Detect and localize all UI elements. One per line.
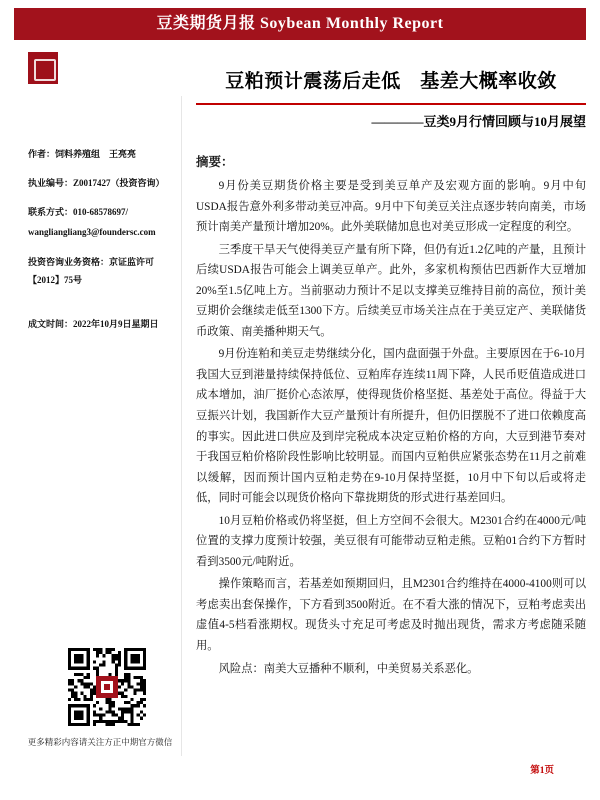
title-red-rule — [196, 103, 586, 105]
qualification-number-line: 【2012】75号 — [28, 274, 83, 285]
report-subtitle: ————豆类9月行情回顾与10月展望 — [371, 114, 586, 129]
qr-code-image — [68, 648, 146, 726]
summary-label: 摘要： — [196, 155, 234, 169]
banner-title: 豆类期货月报 Soybean Monthly Report — [156, 15, 444, 32]
summary-paragraph: 风险点：南美大豆播种不顺利，中美贸易关系恶化。 — [218, 662, 479, 675]
qr-code — [68, 648, 146, 726]
qualification-line: 投资咨询业务资格：京证监许可 — [28, 256, 155, 267]
summary-paragraph: 10月豆粕价格或仍将坚挺，但上方空间不会很大。M2301合约在4000元/吨位置的支撑力度预计较强，美豆很有可能带动豆粕走熊。豆粕01合约下方暂时看到3500元/吨附近。 — [196, 514, 586, 568]
column-divider — [181, 96, 182, 756]
summary-paragraph: 9月份美豆期货价格主要是受到美豆单产及宏观方面的影响。9月中旬USDA报告意外利多带动美豆冲高。9月中下旬美豆关注点逐步转向南美，市场预计南美产量预计增加20%。此外美联储加息也对美豆形成一定程度的利空。 — [196, 180, 586, 234]
license-line: 执业编号：Z0017427（投资咨询） — [28, 178, 165, 189]
qr-caption: 更多精彩内容请关注方正中期官方微信 — [27, 737, 173, 747]
report-date-line: 成文时间：2022年10月9日星期日 — [28, 318, 159, 329]
contact-line: 联系方式：010-68578697/ — [28, 207, 128, 218]
summary-paragraph: 9月份连粕和美豆走势继续分化，国内盘面强于外盘。主要原因在于6-10月我国大豆到港量持续保持低位、豆粕库存连续11周下降，人民币贬值造成进口成本增加，油厂挺价心态浓厚，使得现货价格坚挺、基差处于高位。得益于大豆振兴计划，我国新作大豆产量预计有所提升，但仍旧摆脱不了进口依赖度高的事实。因此进口供应及到岸完税成本决定豆粕价格的方向，大豆到港节奏对于我国豆粕价格阶段性影响比较明显。而国内豆粕供应紧张态势在11月之前难以缓解，因而预计国内豆粕走势在9-10月保持坚挺，10月中下旬以后或将走低，同时可能会以现货价格向下靠拢期货的形式进行基差回归。 — [196, 348, 586, 505]
report-title: 豆粕预计震荡后走低 基差大概率收敛 — [225, 71, 557, 92]
company-logo-mark — [34, 59, 56, 81]
report-banner — [14, 8, 586, 40]
author-info-sidebar — [28, 148, 174, 347]
summary-paragraphs — [196, 176, 586, 679]
summary-paragraph: 三季度干旱天气使得美豆产量有所下降，但仍有近1.2亿吨的产量，且预计后续USDA报告可能会上调美豆单产。此外，多家机构预估巴西新作大豆增加20%至1.5亿吨上方。当前驱动力预计不足以支撑美豆维持目前的高位，预计美豆期价会继续走低至1300下方。后续美豆市场关注点在于美豆定产、美联储货币政策、南美播种期天气。 — [196, 243, 586, 338]
email-line: wangliangliang3@foundersc.com — [28, 227, 156, 238]
company-logo — [28, 52, 58, 84]
author-line: 作者：饲料养殖组 王亮亮 — [28, 149, 137, 159]
page-number: 第1页 — [530, 766, 554, 776]
summary-paragraph: 操作策略而言，若基差如预期回归，且M2301合约维持在4000-4100则可以考虑卖出套保操作，下方看到3500附近。在不看大涨的情况下，豆粕考虑卖出虚值4-5档看涨期权。现货头寸充足可考虑及时抛出现货，需求方考虑随采随用。 — [196, 578, 586, 653]
main-content — [196, 66, 586, 681]
